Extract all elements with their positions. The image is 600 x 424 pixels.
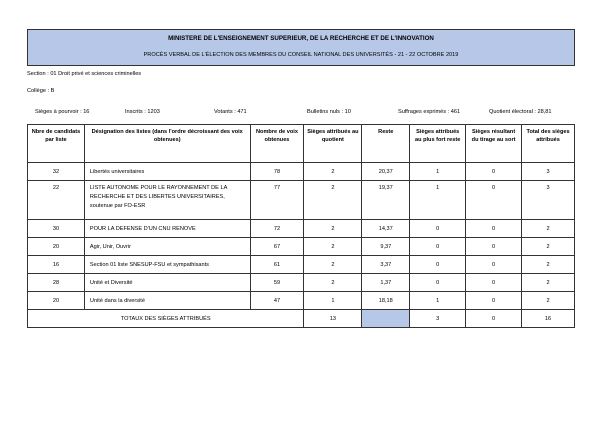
cell-remainder: 9,37 xyxy=(362,238,410,256)
table-row xyxy=(28,274,575,292)
results-table xyxy=(27,124,575,328)
cell-total: 2 xyxy=(522,220,575,238)
cell-votes: 72 xyxy=(250,220,304,238)
cell-candidates: 16 xyxy=(28,256,85,274)
cell-total: 3 xyxy=(522,181,575,220)
cell-total: 3 xyxy=(522,163,575,181)
cell-votes: 59 xyxy=(250,274,304,292)
header-banner xyxy=(27,29,575,66)
table-row xyxy=(28,256,575,274)
seats-to-fill: Sièges à pourvoir : 16 xyxy=(35,109,90,115)
cell-draw: 0 xyxy=(466,220,522,238)
col-header-total: Total des sièges attribués xyxy=(522,125,575,163)
cell-largest-remainder: 0 xyxy=(410,256,466,274)
totals-label: TOTAUX DES SIÈGES ATTRIBUÉS xyxy=(28,310,304,328)
cell-quotient-seats: 2 xyxy=(304,238,362,256)
table-row xyxy=(28,163,575,181)
cell-candidates: 30 xyxy=(28,220,85,238)
ministry-title: MINISTERE DE L'ENSEIGNEMENT SUPERIEUR, DE LA RECHERCHE ET DE L'INNOVATION xyxy=(168,35,434,42)
expressed-votes: Suffrages exprimés : 461 xyxy=(398,109,461,115)
cell-draw: 0 xyxy=(466,274,522,292)
total-remainder-cell xyxy=(362,310,410,328)
cell-quotient-seats: 2 xyxy=(304,220,362,238)
cell-remainder: 3,37 xyxy=(362,256,410,274)
table-row xyxy=(28,238,575,256)
cell-list-name: Agir, Unir, Ouvrir xyxy=(84,238,250,256)
col-header-list-name: Désignation des listes (dans l'ordre décroissant des voix obtenues) xyxy=(84,125,250,163)
col-header-quotient-seats: Sièges attribués au quotient xyxy=(304,125,362,163)
col-header-votes: Nombre de voix obtenues xyxy=(250,125,304,163)
total-draw: 0 xyxy=(466,310,522,328)
cell-votes: 67 xyxy=(250,238,304,256)
total-quotient-seats: 13 xyxy=(304,310,362,328)
cell-list-name: Libertés universitaires xyxy=(84,163,250,181)
cell-votes: 78 xyxy=(250,163,304,181)
cell-draw: 0 xyxy=(466,181,522,220)
cell-candidates: 20 xyxy=(28,292,85,310)
cell-draw: 0 xyxy=(466,292,522,310)
cell-candidates: 22 xyxy=(28,181,85,220)
cell-total: 2 xyxy=(522,274,575,292)
cell-largest-remainder: 1 xyxy=(410,292,466,310)
col-header-candidates: Nbre de candidats par liste xyxy=(28,125,85,163)
cell-largest-remainder: 0 xyxy=(410,220,466,238)
cell-quotient-seats: 2 xyxy=(304,256,362,274)
cell-total: 2 xyxy=(522,256,575,274)
table-header-row xyxy=(28,125,575,163)
cell-largest-remainder: 0 xyxy=(410,238,466,256)
totals-row xyxy=(28,310,575,328)
cell-quotient-seats: 2 xyxy=(304,274,362,292)
electoral-quotient: Quotient électoral : 28,81 xyxy=(489,109,552,115)
total-largest-remainder: 3 xyxy=(410,310,466,328)
cell-list-name: POUR LA DEFENSE D'UN CNU RENOVE xyxy=(84,220,250,238)
cell-quotient-seats: 1 xyxy=(304,292,362,310)
cell-largest-remainder: 0 xyxy=(410,274,466,292)
cell-list-name: Unité dans la diversité xyxy=(84,292,250,310)
cell-votes: 47 xyxy=(250,292,304,310)
col-header-draw: Sièges résultant du tirage au sort xyxy=(466,125,522,163)
cell-quotient-seats: 2 xyxy=(304,163,362,181)
voters-count: Votants : 471 xyxy=(214,109,247,115)
null-ballots: Bulletins nuls : 10 xyxy=(307,109,351,115)
total-seats: 16 xyxy=(522,310,575,328)
cell-votes: 77 xyxy=(250,181,304,220)
cell-remainder: 20,37 xyxy=(362,163,410,181)
cell-candidates: 32 xyxy=(28,163,85,181)
cell-list-name: LISTE AUTONOME POUR LE RAYONNEMENT DE LA RECHERCHE ET DES LIBERTES UNIVERSITAIRES, soutenue par FO-ESR xyxy=(84,181,250,220)
cell-remainder: 19,37 xyxy=(362,181,410,220)
cell-votes: 61 xyxy=(250,256,304,274)
section-label: Section : 01 Droit privé et sciences criminelles xyxy=(27,71,142,77)
col-header-largest-remainder: Sièges attribués au plus fort reste xyxy=(410,125,466,163)
cell-draw: 0 xyxy=(466,256,522,274)
registered-count: Inscrits : 1203 xyxy=(125,109,160,115)
cell-draw: 0 xyxy=(466,163,522,181)
cell-candidates: 20 xyxy=(28,238,85,256)
cell-quotient-seats: 2 xyxy=(304,181,362,220)
report-subtitle: PROCÈS VERBAL DE L'ÉLECTION DES MEMBRES DU CONSEIL NATIONAL DES UNIVERSITÉS - 21 - 22 OCTOBRE 2019 xyxy=(143,52,459,58)
cell-list-name: Section 01 liste SNESUP-FSU et sympathisants xyxy=(84,256,250,274)
cell-total: 2 xyxy=(522,238,575,256)
table-row xyxy=(28,292,575,310)
cell-largest-remainder: 1 xyxy=(410,163,466,181)
col-header-remainder: Reste xyxy=(362,125,410,163)
cell-draw: 0 xyxy=(466,238,522,256)
cell-total: 2 xyxy=(522,292,575,310)
cell-list-name: Unité et Diversité xyxy=(84,274,250,292)
cell-largest-remainder: 1 xyxy=(410,181,466,220)
table-row xyxy=(28,181,575,220)
cell-candidates: 28 xyxy=(28,274,85,292)
college-label: Collège : B xyxy=(27,88,55,94)
cell-remainder: 14,37 xyxy=(362,220,410,238)
cell-remainder: 18,18 xyxy=(362,292,410,310)
cell-remainder: 1,37 xyxy=(362,274,410,292)
table-row xyxy=(28,220,575,238)
